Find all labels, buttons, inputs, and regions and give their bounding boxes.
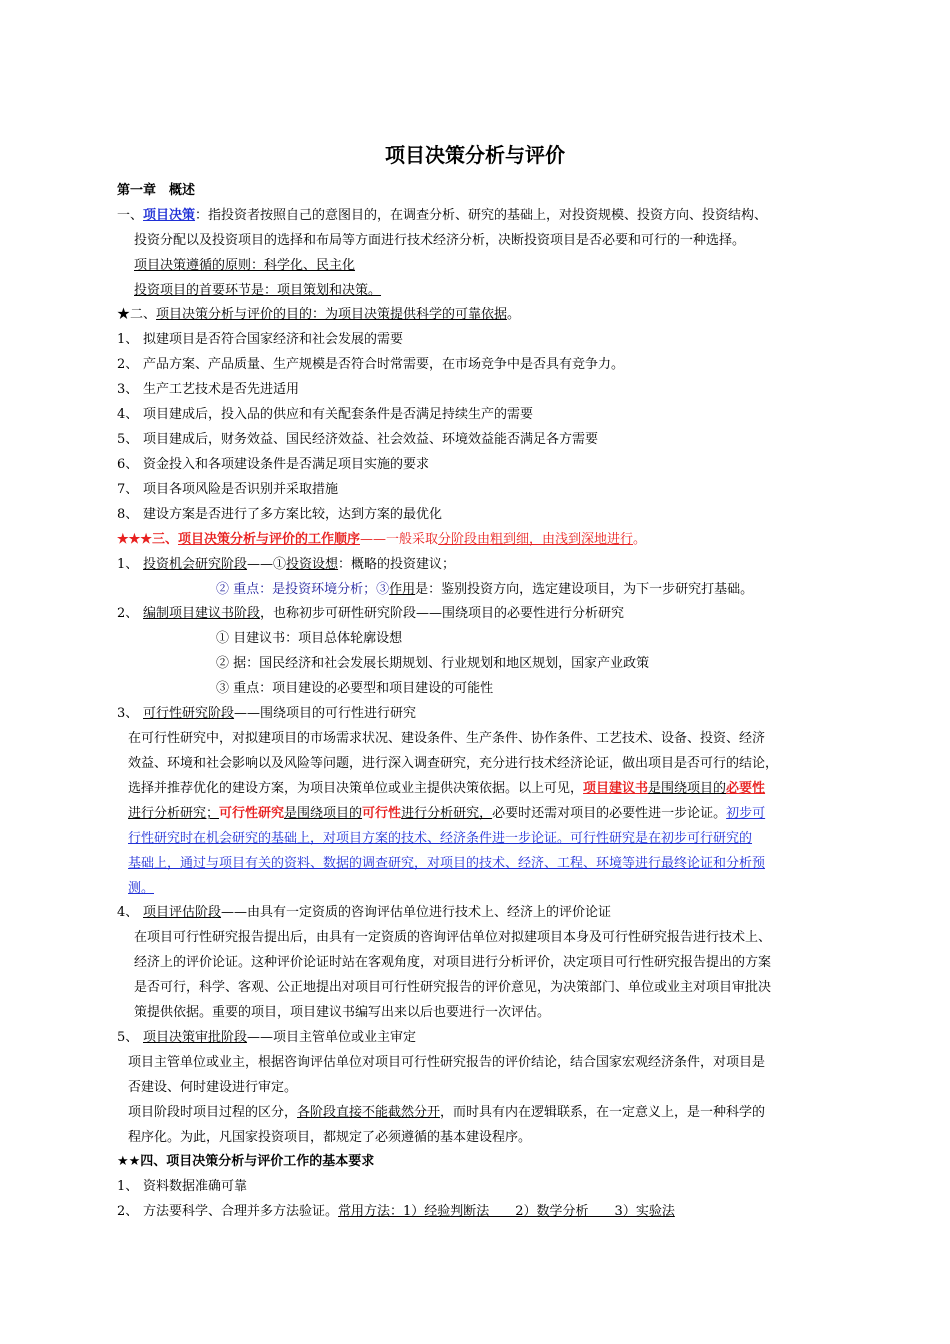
stage4-para-line: 在项目可行性研究报告提出后，由具有一定资质的咨询评估单位对拟建项目本身及可行性研究报告进行技术上、 [134,930,772,945]
stage4-para-line: 经济上的评价论证。这种评价论证时站在客观角度，对项目进行分析评价，决定项目可行性研究报告提出的方案 [134,955,772,970]
stage-num: 4、 [117,905,139,920]
p3b: 项目建议书 [583,781,649,796]
section3-heading-title: 项目决策分析与评价的工作顺序 [177,532,360,547]
p5-3c: ，而时具有内在逻辑联系，在一定意义上，是一种科学的 [440,1105,766,1120]
item-num: 1、 [117,1179,139,1194]
section2-heading [117,302,520,327]
item-num: 6、 [117,457,139,472]
list-item [117,327,403,352]
list-item [117,1174,247,1199]
stage3-para-line: 效益、环境和社会影响以及风险等问题，进行深入调查研究，充分进行技术经济论证，做出项目是否可行的结论， [128,756,779,771]
stage-name: 编制项目建议书阶段 [143,606,261,621]
section3-stars: ★★★ [117,532,152,547]
stage-name: 项目决策审批阶段 [143,1030,248,1045]
item-text: 生产工艺技术是否先进适用 [143,382,300,397]
stage3-para-line: 在可行性研究中，对拟建项目的市场需求状况、建设条件、生产条件、协作条件、工艺技术、设备、投资、经济 [128,731,766,746]
p4f: 必要时还需对项目的必要性进一步论证。 [492,806,727,821]
item-text: 方法要科学、合理并多方法验证。 [143,1204,339,1219]
list-item [117,452,429,477]
section3-heading-emph: 分阶段由粗到细，由浅到深地进行 [438,532,634,547]
p3d: 必要性 [726,781,766,796]
section3-heading-prefix: 三、 [151,532,178,547]
stage5-para-line [128,1100,765,1125]
chapter-heading: 第一章 概述 [117,183,196,198]
document-title: 项目决策分析与评价 [385,143,565,167]
stage-sub: 投资设想 [286,557,339,572]
item-text: 项目建成后，财务效益、国民经济效益、社会效益、环境效益能否满足各方需要 [143,432,599,447]
list-item [117,427,598,452]
list-item [117,352,624,377]
stage5-line [117,1025,416,1050]
item-num: 5、 [117,432,139,447]
stage1-point-b: 作用 [389,582,416,597]
stage-num: 2、 [117,606,139,621]
list-item [117,377,299,402]
stage-num: 3、 [117,706,139,721]
section1-prefix: 一、 [117,208,144,223]
stage-rest: ——项目主管单位或业主审定 [247,1030,417,1045]
stage2-item: ③ 重点：项目建设的必要型和项目建设的可能性 [216,681,494,696]
stage1-line [117,552,455,577]
p4c: 是围绕项目的 [284,806,363,821]
stage-num: 1、 [117,557,139,572]
p3c: 是围绕项目的 [648,781,727,796]
project-decision-term: 项目决策 [143,208,196,223]
item-text: 建设方案是否进行了多方案比较，达到方案的最优化 [143,507,443,522]
stage3-line [117,701,416,726]
p4a: 进行分析研究； [128,806,220,821]
list-item [117,502,442,527]
item-text: 资料数据准确可靠 [143,1179,248,1194]
stage1-point-c: 是：鉴别投资方向，选定建设项目，为下一步研究打基础。 [415,582,754,597]
item-num: 2、 [117,357,139,372]
stage5-para-line: 程序化。为此，凡国家投资项目，都规定了必须遵循的基本建设程序。 [128,1130,532,1145]
section3-heading-mid: ——一般采取 [360,532,439,547]
p4e: 进行分析研究， [401,806,493,821]
stage-rest: ——围绕项目的可行性进行研究 [234,706,417,721]
section4-heading: ★★四、项目决策分析与评价工作的基本要求 [117,1154,375,1169]
stage-name: 投资机会研究阶段 [143,557,248,572]
stage-dash: ——① [247,557,287,572]
stage-name: 项目评估阶段 [143,905,222,920]
stage-num: 5、 [117,1030,139,1045]
list-item [117,477,338,502]
section1-line1 [117,203,767,228]
stage2-item: ② 据：国民经济和社会发展长期规划、行业规划和地区规划，国家产业政策 [216,656,650,671]
item-text: 项目建成后，投入品的供应和有关配套条件是否满足持续生产的需要 [143,407,534,422]
stage-rest: ：概略的投资建议； [338,557,456,572]
item-num: 3、 [117,382,139,397]
section2-heading-end: 。 [507,307,521,322]
section3-heading-end: 。 [633,532,647,547]
stage2-item: ① 目建议书：项目总体轮廓设想 [216,631,403,646]
item-methods: 常用方法：1）经验判断法 2）数学分析 3）实验法 [338,1204,675,1219]
decision-principle: 项目决策遵循的原则：科学化、民主化 [134,258,356,273]
stage4-para-line: 策提供依据。重要的项目，项目建议书编写出来以后也要进行一次评估。 [134,1005,551,1020]
stage-rest: ——由具有一定资质的咨询评估单位进行技术上、经济上的评价论证 [221,905,612,920]
section2-prefix: ★二、 [117,307,157,322]
stage3-para-line [128,776,765,801]
stage5-para-line: 项目主管单位或业主，根据咨询评估单位对项目可行性研究报告的评价结论，结合国家宏观经济条件，对项目是 [128,1055,766,1070]
item-num: 8、 [117,507,139,522]
list-item [117,1199,675,1224]
stage1-point [216,577,753,602]
item-text: 拟建项目是否符合国家经济和社会发展的需要 [143,332,404,347]
item-text: 资金投入和各项建设条件是否满足项目实施的要求 [143,457,430,472]
p4b: 可行性研究 [219,806,285,821]
first-step: 投资项目的首要环节是：项目策划和决策。 [134,283,382,298]
stage4-para-line: 是否可行，科学、客观、公正地提出对项目可行性研究报告的评价意见，为决策部门、单位或业主对项目审批决 [134,980,772,995]
p4g: 初步可 [726,806,766,821]
stage3-para-line: 行性研究时在机会研究的基础上，对项目方案的技术、经济条件进一步论证。可行性研究是在初步可行研究的 [128,831,753,846]
item-num: 4、 [117,407,139,422]
list-item [117,402,533,427]
stage3-para-line [128,801,765,826]
item-text: 产品方案、产品质量、生产规模是否符合时常需要，在市场竞争中是否具有竞争力。 [143,357,625,372]
p3a: 选择并推荐优化的建设方案，为项目决策单位或业主提供决策依据。以上可见， [128,781,584,796]
stage1-point-a: ② 重点：是投资环境分析；③ [216,582,390,597]
section1-line2: 投资分配以及投资项目的选择和布局等方面进行技术经济分析，决断投资项目是否必要和可行的一种选择。 [134,233,746,248]
item-num: 2、 [117,1204,139,1219]
p5-3b: 各阶段直接不能截然分开 [297,1105,441,1120]
item-num: 7、 [117,482,139,497]
section1-text1: ：指投资者按照自己的意图目的，在调查分析、研究的基础上，对投资规模、投资方向、投资结构、 [195,208,768,223]
stage2-line [117,601,624,626]
stage3-para-line: 基础上，通过与项目有关的资料、数据的调查研究，对项目的技术、经济、工程、环境等进行最终论证和分析预 [128,856,766,871]
stage-rest: ，也称初步可研性研究阶段——围绕项目的必要性进行分析研究 [260,606,625,621]
p4d: 可行性 [362,806,402,821]
section3-heading [117,527,646,552]
stage4-line [117,900,611,925]
stage5-para-line: 否建设、何时建设进行审定。 [128,1080,298,1095]
stage3-para-line: 测。 [128,881,155,896]
item-num: 1、 [117,332,139,347]
p5-3a: 项目阶段时项目过程的区分， [128,1105,298,1120]
item-text: 项目各项风险是否识别并采取措施 [143,482,339,497]
stage-name: 可行性研究阶段 [143,706,235,721]
section2-heading-text: 项目决策分析与评价的目的：为项目决策提供科学的可靠依据 [156,307,508,322]
